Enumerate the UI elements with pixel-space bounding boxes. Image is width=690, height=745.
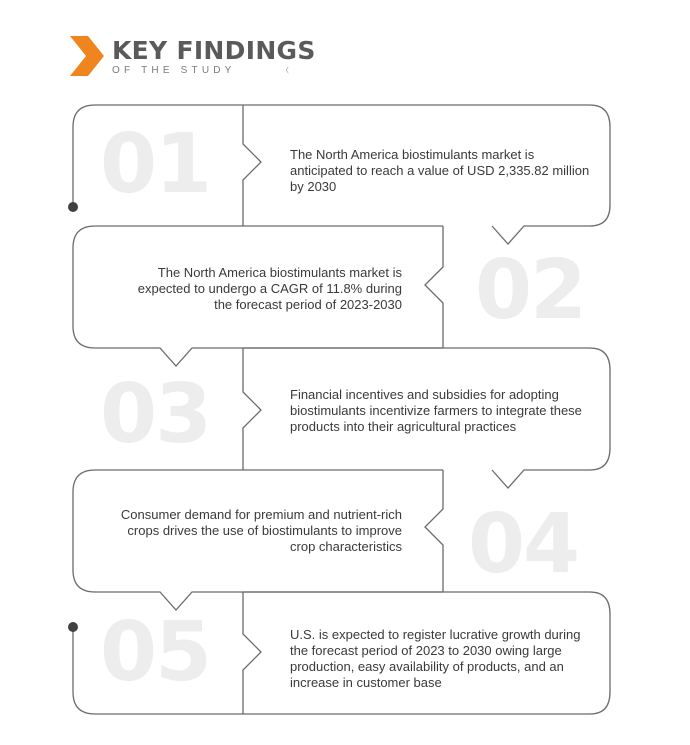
finding-text: The North America biostimulants market is anticipated to reach a value of USD 2,335.82 million by 2030 [290,147,590,194]
finding-number: 03 [100,367,211,462]
finding-text: U.S. is expected to register lucrative growth during the forecast period of 2023 to 2030 owing large production, easy availability of products, and an increase in customer base [290,627,581,690]
finding-text: Financial incentives and subsidies for adopting biostimulants incentivize farmers to integrate these products into their agricultural practices [290,387,582,434]
finding-text: Consumer demand for premium and nutrient-rich crops drives the use of biostimulants to improve crop characteristics [120,507,402,554]
page-subtitle: OF THE STUDY [112,65,236,76]
page-title: KEY FINDINGS [112,36,316,65]
finding-text: The North America biostimulants market is expected to undergo a CAGR of 11.8% during the forecast period of 2023-2030 [137,265,402,312]
finding-number: 02 [475,243,586,338]
finding-number: 05 [100,605,211,700]
finding-number: 04 [468,497,579,592]
timeline-dot [68,622,78,632]
timeline-start-dot [68,202,78,212]
finding-number: 01 [100,117,211,212]
